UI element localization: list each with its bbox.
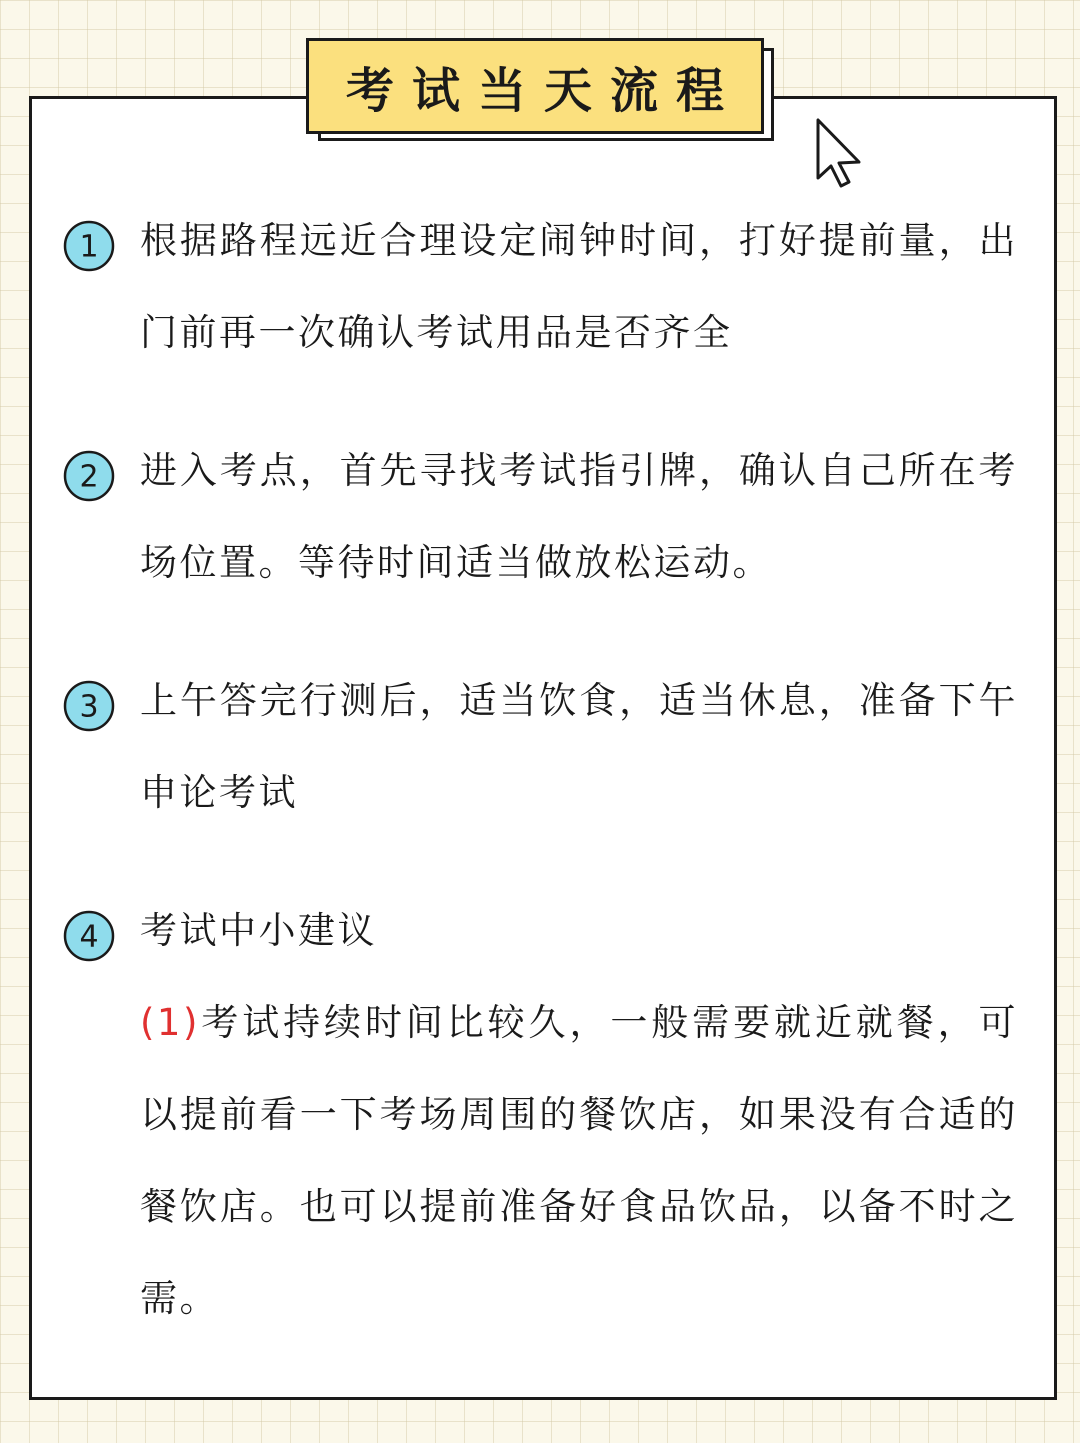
mouse-pointer-icon (814, 118, 866, 190)
circled-number-2-icon (62, 449, 116, 503)
circled-number-4-icon (62, 909, 116, 963)
step-number: 1 (79, 229, 99, 265)
step-number: 4 (79, 919, 99, 955)
step-heading: 考试中小建议 (140, 909, 377, 952)
sub-tip-label: (1) (140, 1001, 200, 1044)
step-text: 上午答完行测后，适当饮食，适当休息，准备下午申论考试 (140, 679, 1018, 814)
page-title: 考试当天流程 (345, 62, 742, 119)
step-text: 根据路程远近合理设定闹钟时间，打好提前量，出门前再一次确认考试用品是否齐全 (140, 219, 1018, 354)
circled-number-1-icon (62, 219, 116, 273)
sub-tip (140, 977, 1018, 1345)
circled-number-3-icon (62, 679, 116, 733)
step-number: 3 (79, 689, 99, 725)
step-text: 进入考点，首先寻找考试指引牌，确认自己所在考场位置。等待时间适当做放松运动。 (140, 449, 1018, 584)
step-number: 2 (79, 459, 99, 495)
title-banner (306, 38, 764, 134)
sub-tip-text: 考试持续时间比较久，一般需要就近就餐，可以提前看一下考场周围的餐饮店，如果没有合适的餐饮店。也可以提前准备好食品饮品，以备不时之需。 (140, 1001, 1018, 1320)
